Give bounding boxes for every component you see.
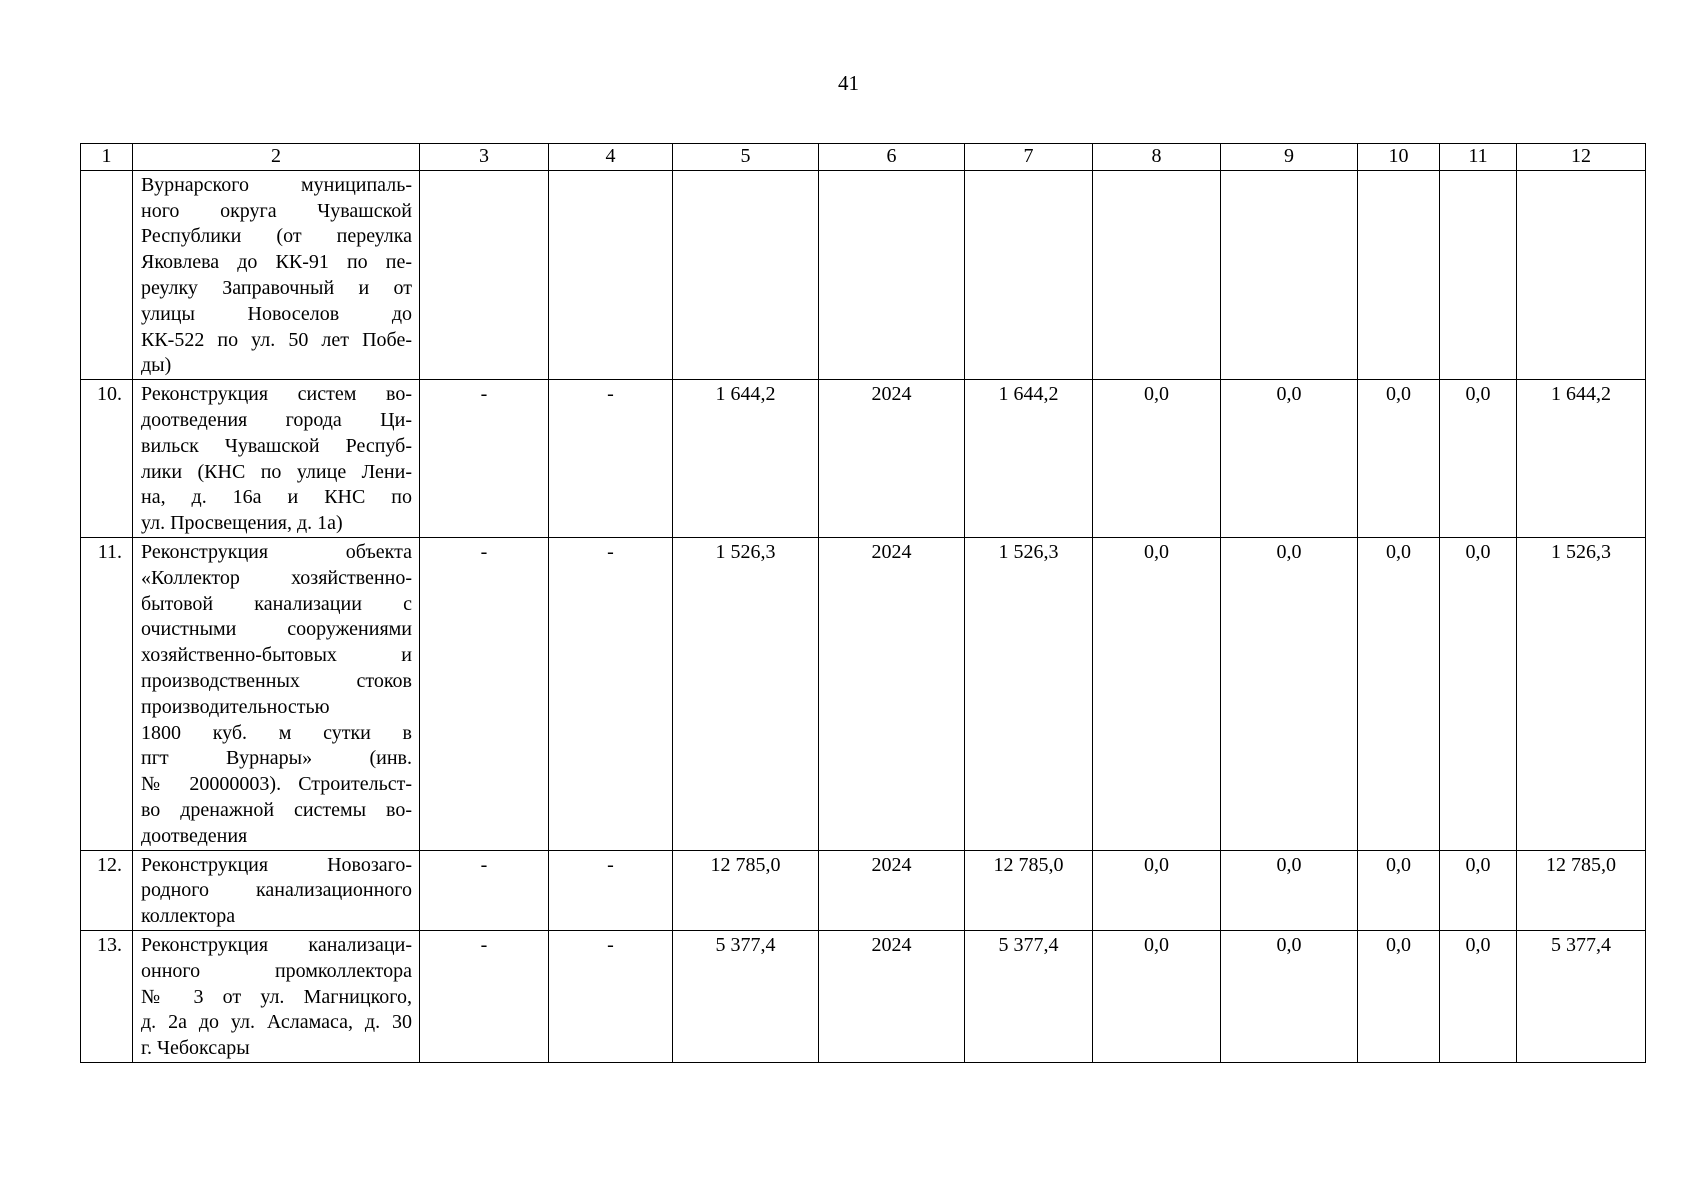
header-cell: 1 (81, 144, 133, 171)
object-name-line: реулку Заправочный и от (141, 276, 412, 299)
table-body (81, 144, 1646, 1063)
value-cell-c11: 0,0 (1440, 380, 1517, 538)
object-name-line: вильск Чувашской Респуб- (141, 434, 412, 457)
object-name-line: Реконструкция объекта (141, 540, 412, 563)
value-cell-c8: 0,0 (1093, 850, 1221, 930)
value-cell-c11: 0,0 (1440, 930, 1517, 1062)
object-name-line: Вурнарского муниципаль- (141, 173, 412, 196)
value-cell-c12: 5 377,4 (1517, 930, 1646, 1062)
object-name-cell (133, 930, 420, 1062)
header-cell: 5 (673, 144, 819, 171)
object-name-line: очистными сооружениями (141, 618, 412, 641)
object-name-line: во дренажной системы во- (141, 798, 412, 821)
value-cell-c3: - (420, 537, 549, 850)
value-cell-c4: - (549, 380, 673, 538)
object-name-line: № 3 от ул. Магницкого, (141, 985, 412, 1008)
value-cell-c5: 12 785,0 (673, 850, 819, 930)
value-cell-c11: 0,0 (1440, 850, 1517, 930)
value-cell-c5: 5 377,4 (673, 930, 819, 1062)
object-name-line: родного канализационного (141, 879, 412, 902)
value-cell-c4 (549, 170, 673, 379)
row-number-cell: 11. (81, 537, 133, 850)
object-name-line: Яковлева до КК-91 по пе- (141, 251, 412, 274)
table-row (81, 930, 1646, 1062)
value-cell-c7: 5 377,4 (965, 930, 1093, 1062)
object-name-line: Реконструкция систем во- (141, 383, 412, 406)
object-name-line: 1800 куб. м сутки в (141, 721, 412, 744)
value-cell-c4: - (549, 537, 673, 850)
header-cell: 3 (420, 144, 549, 171)
object-name-cell (133, 170, 420, 379)
value-cell-c3 (420, 170, 549, 379)
value-cell-c6: 2024 (819, 537, 965, 850)
value-cell-c6: 2024 (819, 930, 965, 1062)
object-name-line: онного промколлектора (141, 959, 412, 982)
row-number-cell: 12. (81, 850, 133, 930)
header-cell: 8 (1093, 144, 1221, 171)
value-cell-c10: 0,0 (1358, 850, 1440, 930)
object-name-line: КК-522 по ул. 50 лет Побе- (141, 328, 412, 351)
page-number: 41 (838, 71, 859, 95)
value-cell-c7: 1 644,2 (965, 380, 1093, 538)
value-cell-c3: - (420, 380, 549, 538)
value-cell-c9: 0,0 (1221, 850, 1358, 930)
object-name-line: ды) (141, 354, 172, 377)
object-name-line: доотведения города Ци- (141, 408, 412, 431)
object-name-line: «Коллектор хозяйственно- (141, 566, 412, 589)
header-cell: 7 (965, 144, 1093, 171)
row-number-cell: 13. (81, 930, 133, 1062)
table-row (81, 380, 1646, 538)
value-cell-c10 (1358, 170, 1440, 379)
object-name-line: Республики (от переулка (141, 225, 412, 248)
object-name-cell (133, 537, 420, 850)
value-cell-c3: - (420, 930, 549, 1062)
value-cell-c8: 0,0 (1093, 380, 1221, 538)
value-cell-c5: 1 526,3 (673, 537, 819, 850)
value-cell-c10: 0,0 (1358, 380, 1440, 538)
value-cell-c9: 0,0 (1221, 380, 1358, 538)
value-cell-c8: 0,0 (1093, 537, 1221, 850)
object-name-line: пгт Вурнары» (инв. (141, 747, 412, 770)
object-name-line: г. Чебоксары (141, 1037, 250, 1060)
value-cell-c11: 0,0 (1440, 537, 1517, 850)
value-cell-c7: 1 526,3 (965, 537, 1093, 850)
value-cell-c7: 12 785,0 (965, 850, 1093, 930)
value-cell-c11 (1440, 170, 1517, 379)
value-cell-c12: 12 785,0 (1517, 850, 1646, 930)
value-cell-c4: - (549, 850, 673, 930)
object-name-line: производственных стоков (141, 669, 412, 692)
data-table (80, 143, 1646, 1063)
object-name-line: улицы Новоселов до (141, 302, 412, 325)
value-cell-c9: 0,0 (1221, 537, 1358, 850)
object-name-line: доотведения (141, 824, 248, 847)
object-name-line: Реконструкция Новозаго- (141, 853, 412, 876)
value-cell-c9 (1221, 170, 1358, 379)
header-cell: 12 (1517, 144, 1646, 171)
header-cell: 9 (1221, 144, 1358, 171)
value-cell-c10: 0,0 (1358, 930, 1440, 1062)
object-name-line: ного округа Чувашской (141, 199, 412, 222)
value-cell-c12: 1 644,2 (1517, 380, 1646, 538)
row-number-cell: 10. (81, 380, 133, 538)
header-row (81, 144, 1646, 171)
value-cell-c12 (1517, 170, 1646, 379)
object-name-line: № 20000003). Строительст- (141, 773, 412, 796)
object-name-line: коллектора (141, 905, 236, 928)
value-cell-c6: 2024 (819, 380, 965, 538)
object-name-line: хозяйственно-бытовых и (141, 644, 412, 667)
value-cell-c6 (819, 170, 965, 379)
value-cell-c10: 0,0 (1358, 537, 1440, 850)
value-cell-c12: 1 526,3 (1517, 537, 1646, 850)
row-number-cell (81, 170, 133, 379)
object-name-line: производительностью (141, 695, 330, 718)
value-cell-c8 (1093, 170, 1221, 379)
object-name-line: лики (КНС по улице Лени- (141, 460, 412, 483)
object-name-cell (133, 380, 420, 538)
header-cell: 6 (819, 144, 965, 171)
object-name-line: д. 2а до ул. Асламаса, д. 30 (141, 1011, 412, 1034)
table-row (81, 537, 1646, 850)
header-cell: 2 (133, 144, 420, 171)
object-name-line: ул. Просвещения, д. 1а) (141, 512, 343, 535)
value-cell-c9: 0,0 (1221, 930, 1358, 1062)
object-name-line: на, д. 16а и КНС по (141, 486, 412, 509)
value-cell-c5 (673, 170, 819, 379)
value-cell-c7 (965, 170, 1093, 379)
value-cell-c6: 2024 (819, 850, 965, 930)
object-name-line: Реконструкция канализаци- (141, 933, 412, 956)
object-name-line: бытовой канализации с (141, 592, 412, 615)
table-row (81, 170, 1646, 379)
value-cell-c5: 1 644,2 (673, 380, 819, 538)
value-cell-c4: - (549, 930, 673, 1062)
header-cell: 11 (1440, 144, 1517, 171)
object-name-cell (133, 850, 420, 930)
table-row (81, 850, 1646, 930)
value-cell-c3: - (420, 850, 549, 930)
header-cell: 10 (1358, 144, 1440, 171)
value-cell-c8: 0,0 (1093, 930, 1221, 1062)
header-cell: 4 (549, 144, 673, 171)
